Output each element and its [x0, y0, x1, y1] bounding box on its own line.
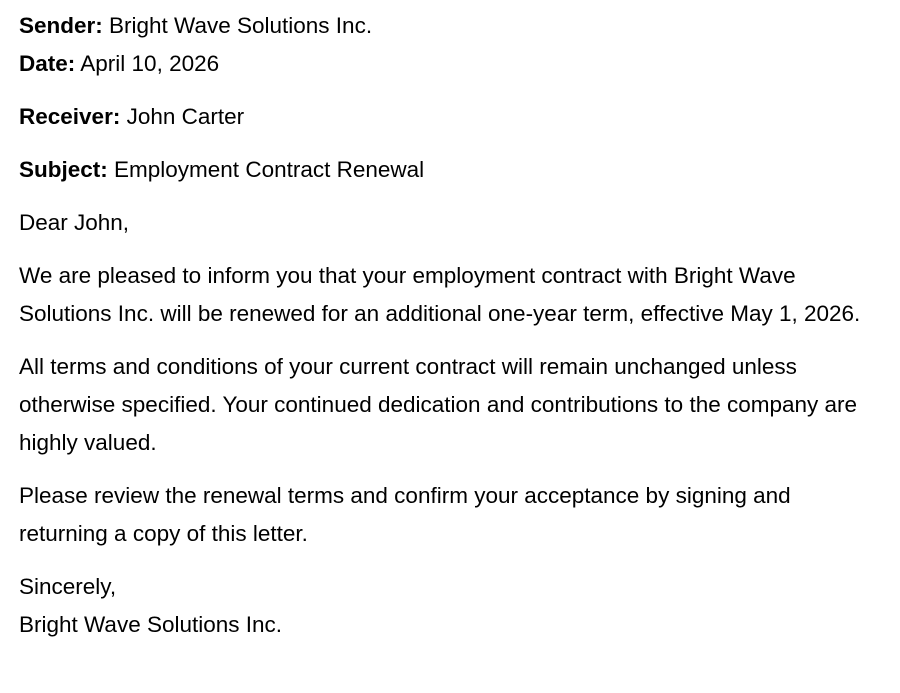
- sender-label: Sender:: [19, 13, 103, 38]
- subject-label: Subject:: [19, 157, 108, 182]
- spacer: [19, 333, 881, 348]
- body-paragraph: All terms and conditions of your current contract will remain unchanged unless otherwise specified. Your continued dedication and contributions to the company are highly valued.: [19, 354, 858, 455]
- receiver-label: Receiver:: [19, 104, 121, 129]
- sender-value: Bright Wave Solutions Inc.: [102, 13, 373, 38]
- body-paragraph: We are pleased to inform you that your employment contract with Bright Wave Solutions Inc. will be renewed for an additional one-year term, effective May 1, 2026.: [19, 263, 861, 326]
- signature-name: Bright Wave Solutions Inc.: [19, 612, 283, 637]
- date-line: [19, 45, 881, 83]
- body-paragraph: Please review the renewal terms and confirm your acceptance by signing and returning a copy of this letter.: [19, 483, 791, 546]
- receiver-line: [19, 98, 881, 136]
- closing: Sincerely,: [19, 574, 117, 599]
- date-label: Date:: [19, 51, 76, 76]
- spacer: [19, 136, 881, 151]
- salutation: Dear John,: [19, 210, 130, 235]
- spacer: [19, 462, 881, 477]
- subject-line: [19, 151, 881, 189]
- date-value: April 10, 2026: [75, 51, 220, 76]
- subject-value: Employment Contract Renewal: [107, 157, 425, 182]
- spacer: [19, 189, 881, 204]
- receiver-value: John Carter: [120, 104, 245, 129]
- spacer: [19, 553, 881, 568]
- spacer: [19, 83, 881, 98]
- spacer: [19, 242, 881, 257]
- sender-line: [19, 7, 881, 45]
